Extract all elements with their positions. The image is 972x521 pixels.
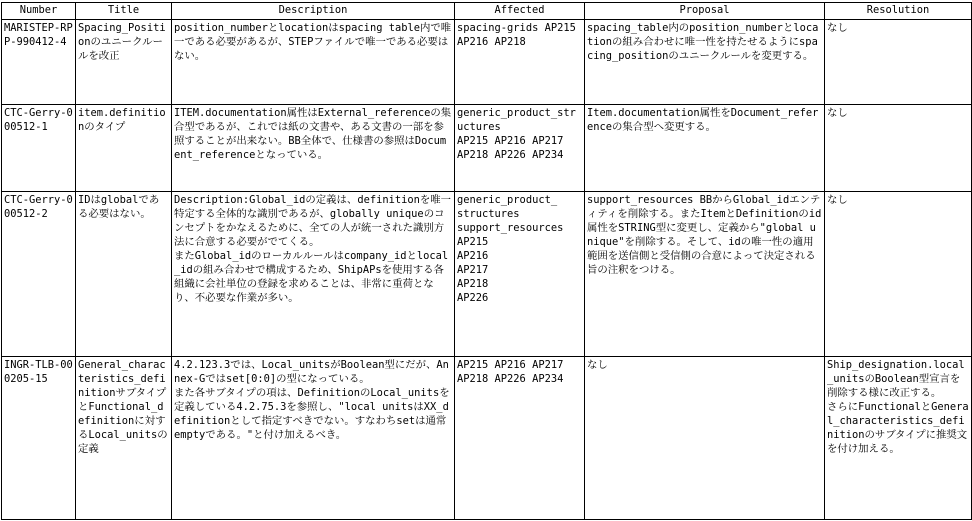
table-row [2, 357, 972, 520]
cell-affected: spacing-grids AP215 AP216 AP218 [455, 20, 585, 105]
cell-number: INGR-TLB-000205-15 [2, 357, 76, 520]
cell-proposal: Item.documentation属性をDocument_referenceの集合型へ変更する。 [585, 105, 825, 192]
cell-number: CTC-Gerry-000512-2 [2, 192, 76, 357]
cell-resolution: Ship_designation.local_unitsのBoolean型宣言を削除する様に改正する。 さらにFunctionalとGeneral_characteristics_definitionのサブタイプに推奨文を付け加える。 [825, 357, 972, 520]
header-number: Number [2, 3, 76, 20]
cell-proposal: support_resources BBからGlobal_idエンティティを削除する。またItemとDefinitionのid属性をSTRING型に変更し、定義から"global unique"を削除する。そして、idの唯一性の適用範囲を送信側と受信側の合意によって決定される旨の注釈をつける。 [585, 192, 825, 357]
cell-resolution: なし [825, 192, 972, 357]
table-row [2, 192, 972, 357]
issue-table [1, 2, 972, 520]
header-row [2, 3, 972, 20]
cell-title: General_characteristics_definitionサブタイプとFunctional_definitionに対するLocal_unitsの定義 [76, 357, 172, 520]
header-affected: Affected [455, 3, 585, 20]
cell-number: MARISTEP-RPP-990412-4 [2, 20, 76, 105]
header-title: Title [76, 3, 172, 20]
cell-description: ITEM.documentation属性はExternal_referenceの集合型であるが、これでは紙の文書や、ある文書の一部を参照することが出来ない。BB全体で、仕様書の参照はDocument_referenceとなっている。 [172, 105, 455, 192]
header-description: Description [172, 3, 455, 20]
cell-affected: AP215 AP216 AP217 AP218 AP226 AP234 [455, 357, 585, 520]
cell-affected: generic_product_structures AP215 AP216 AP217 AP218 AP226 AP234 [455, 105, 585, 192]
header-proposal: Proposal [585, 3, 825, 20]
cell-description: 4.2.123.3では、Local_unitsがBoolean型にだが、Annex-Gではset[0:0]の型になっている。 また各サブタイプの項は、DefinitionのLocal_unitsを定義している4.2.75.3を参照し、"local unitsはXX_definitionとして指定すべきでない。すなわちsetは通常emptyである。"と付け加えるべき。 [172, 357, 455, 520]
cell-number: CTC-Gerry-000512-1 [2, 105, 76, 192]
cell-description: Description:Global_idの定義は、definitionを唯一特定する全体的な識別であるが、globally uniqueのコンセプトをかなえるために、全ての人が統一された識別方法に合意する必要がでてくる。 またGlobal_idのローカルルールはcompany_idとlocal_idの組み合わせで構成するため、ShipAPsを使用する各組織に会社単位の登録を求めることは、非常に重荷となり、不必要な作業が多い。 [172, 192, 455, 357]
cell-description: position_numberとlocationはspacing table内で唯一である必要があるが、STEPファイルで唯一である必要はない。 [172, 20, 455, 105]
cell-affected: generic_product_ structures support_resources AP215 AP216 AP217 AP218 AP226 [455, 192, 585, 357]
cell-proposal: なし [585, 357, 825, 520]
header-resolution: Resolution [825, 3, 972, 20]
cell-title: Spacing_Positionのユニークルールを改正 [76, 20, 172, 105]
cell-resolution: なし [825, 20, 972, 105]
cell-title: IDはglobalである必要はない。 [76, 192, 172, 357]
cell-proposal: spacing_table内のposition_numberとlocationの組み合わせに唯一性を持たせるようにspacing_positionのユニークルールを変更する。 [585, 20, 825, 105]
table-row [2, 105, 972, 192]
cell-title: item.definitionのタイプ [76, 105, 172, 192]
table-row [2, 20, 972, 105]
cell-resolution: なし [825, 105, 972, 192]
